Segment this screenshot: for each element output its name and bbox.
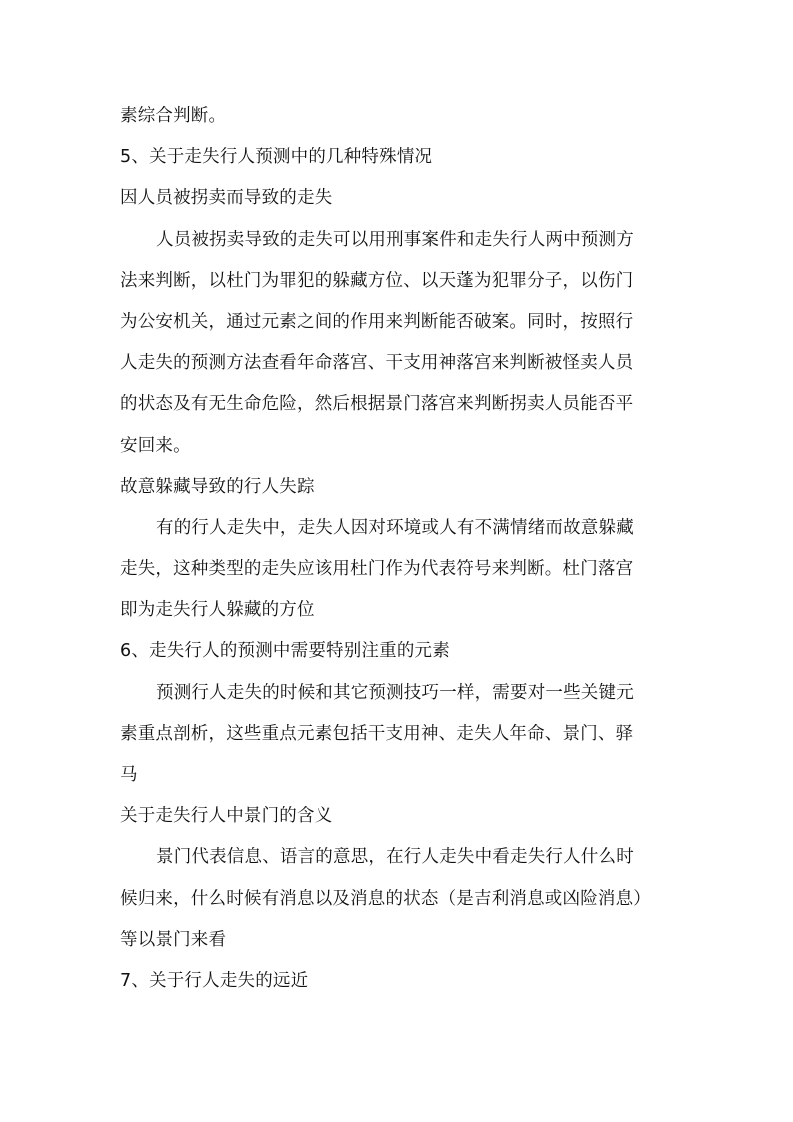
sub-heading: 故意躲藏导致的行人失踪 bbox=[120, 476, 315, 497]
paragraph-line: 有的行人走失中，走失人因对环境或人有不满情绪而故意躲藏 bbox=[156, 517, 634, 538]
paragraph-line: 走失，这种类型的走失应该用杜门作为代表符号来判断。杜门落宫 bbox=[120, 559, 634, 580]
paragraph-line: 景门代表信息、语言的意思，在行人走失中看走失行人什么时 bbox=[156, 847, 634, 868]
paragraph-line: 素重点剖析，这些重点元素包括干支用神、走失人年命、景门、驿 bbox=[120, 723, 634, 744]
section-heading: 6、走失行人的预测中需要特别注重的元素 bbox=[120, 641, 450, 662]
sub-heading: 关于走失行人中景门的含义 bbox=[120, 806, 333, 827]
document-body bbox=[120, 96, 680, 1002]
paragraph-line: 的状态及有无生命危险，然后根据景门落宫来判断拐卖人员能否平 bbox=[120, 394, 634, 415]
paragraph-line: 人员被拐卖导致的走失可以用刑事案件和走失行人两中预测方 bbox=[156, 229, 634, 250]
paragraph-line: 人走失的预测方法查看年命落宫、干支用神落宫来判断被怪卖人员 bbox=[120, 353, 634, 374]
paragraph-line: 等以景门来看 bbox=[120, 929, 227, 950]
paragraph-line: 安回来。 bbox=[120, 435, 191, 456]
paragraph-line: 法来判断，以杜门为罪犯的躲藏方位、以天蓬为犯罪分子，以伤门 bbox=[120, 270, 634, 291]
paragraph-line: 候归来，什么时候有消息以及消息的状态（是吉利消息或凶险消息） bbox=[120, 888, 651, 909]
paragraph-line: 即为走失行人躲藏的方位 bbox=[120, 600, 315, 621]
section-heading: 7、关于行人走失的远近 bbox=[120, 970, 309, 991]
sub-heading: 因人员被拐卖而导致的走失 bbox=[120, 188, 333, 209]
section-heading: 5、关于走失行人预测中的几种特殊情况 bbox=[120, 147, 433, 168]
paragraph-line: 马 bbox=[120, 765, 138, 785]
paragraph-line: 预测行人走失的时候和其它预测技巧一样，需要对一些关键元 bbox=[156, 682, 634, 703]
text-line: 素综合判断。 bbox=[120, 106, 227, 126]
paragraph-line: 为公安机关，通过元素之间的作用来判断能否破案。同时，按照行 bbox=[120, 311, 634, 332]
